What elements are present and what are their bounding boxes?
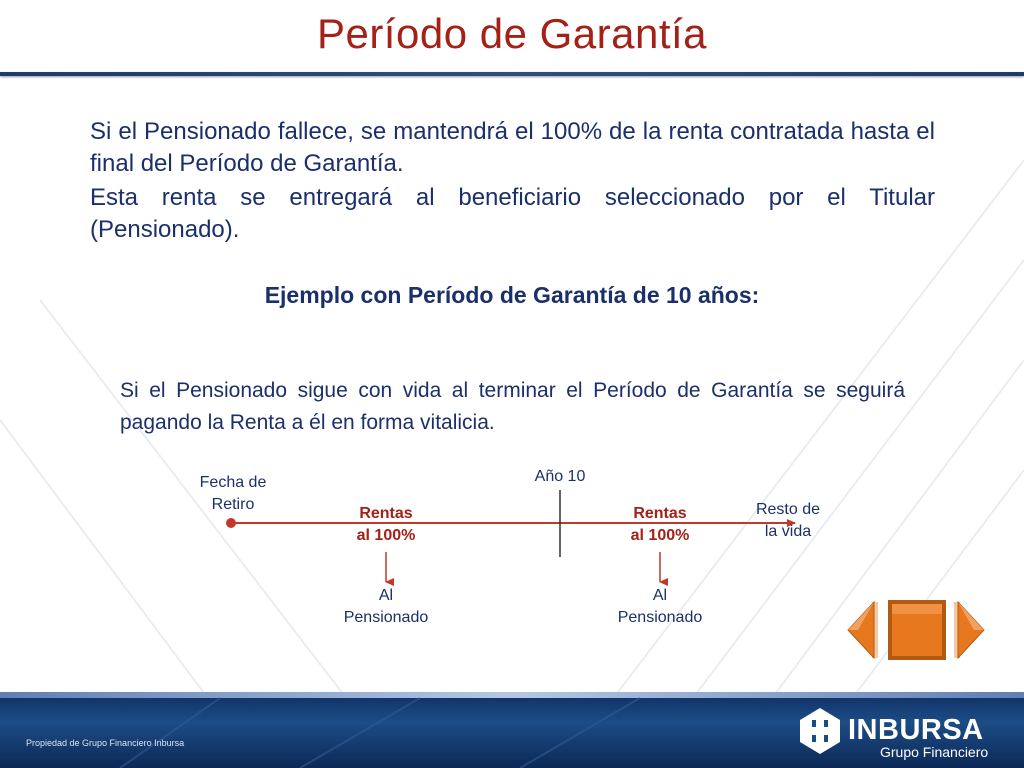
timeline-end-label xyxy=(740,499,836,543)
recipient2-label-line2: Pensionado xyxy=(617,609,703,626)
next-slide-button[interactable] xyxy=(952,600,986,660)
segment1-label-line2: al 100% xyxy=(356,527,416,544)
recipient1-label xyxy=(326,585,446,629)
recipient2-label-line1: Al xyxy=(652,587,668,604)
segment2-label-line1: Rentas xyxy=(633,505,687,522)
square-stop-icon xyxy=(888,600,946,660)
timeline-start-dot xyxy=(226,518,236,528)
brand-name: INBURSA xyxy=(848,714,984,746)
recipient2-label xyxy=(600,585,720,629)
start-label-line2: Retiro xyxy=(211,496,255,513)
triangle-right-icon xyxy=(954,602,984,658)
segment1-label-line1: Rentas xyxy=(359,505,413,522)
footer-ownership-text: Propiedad de Grupo Financiero Inbursa xyxy=(26,738,185,748)
end-label-line2: la vida xyxy=(764,523,812,540)
timeline-year-label: Año 10 xyxy=(534,468,586,485)
segment1-label xyxy=(336,503,436,547)
paragraph-death-clause: Si el Pensionado fallece, se mantendrá el 100% de la renta contratada hasta el final del Período de Garantía. xyxy=(90,118,935,177)
paragraph-lifetime-note: Si el Pensionado sigue con vida al terminar el Período de Garantía se seguirá pagando la Renta a él en forma vitalicia. xyxy=(120,379,905,434)
title-divider xyxy=(0,72,1024,76)
previous-slide-button[interactable] xyxy=(846,600,880,660)
footer-bar xyxy=(0,692,1024,768)
brand-subtitle: Grupo Financiero xyxy=(880,744,989,760)
example-subtitle: Ejemplo con Período de Garantía de 10 años: xyxy=(264,282,760,308)
triangle-left-icon xyxy=(848,602,878,658)
slide-title: Período de Garantía xyxy=(316,10,708,57)
stop-slide-button[interactable] xyxy=(886,598,948,662)
timeline-start-label xyxy=(183,472,283,516)
start-label-line1: Fecha de xyxy=(199,474,267,491)
paragraph-beneficiary: Esta renta se entregará al beneficiario seleccionado por el Titular (Pensionado). xyxy=(90,184,935,243)
recipient1-label-line2: Pensionado xyxy=(343,609,429,626)
recipient1-label-line1: Al xyxy=(378,587,394,604)
segment2-label xyxy=(610,503,710,547)
segment2-label-line2: al 100% xyxy=(630,527,690,544)
inbursa-logo-icon xyxy=(798,706,842,756)
end-label-line1: Resto de xyxy=(755,501,821,518)
